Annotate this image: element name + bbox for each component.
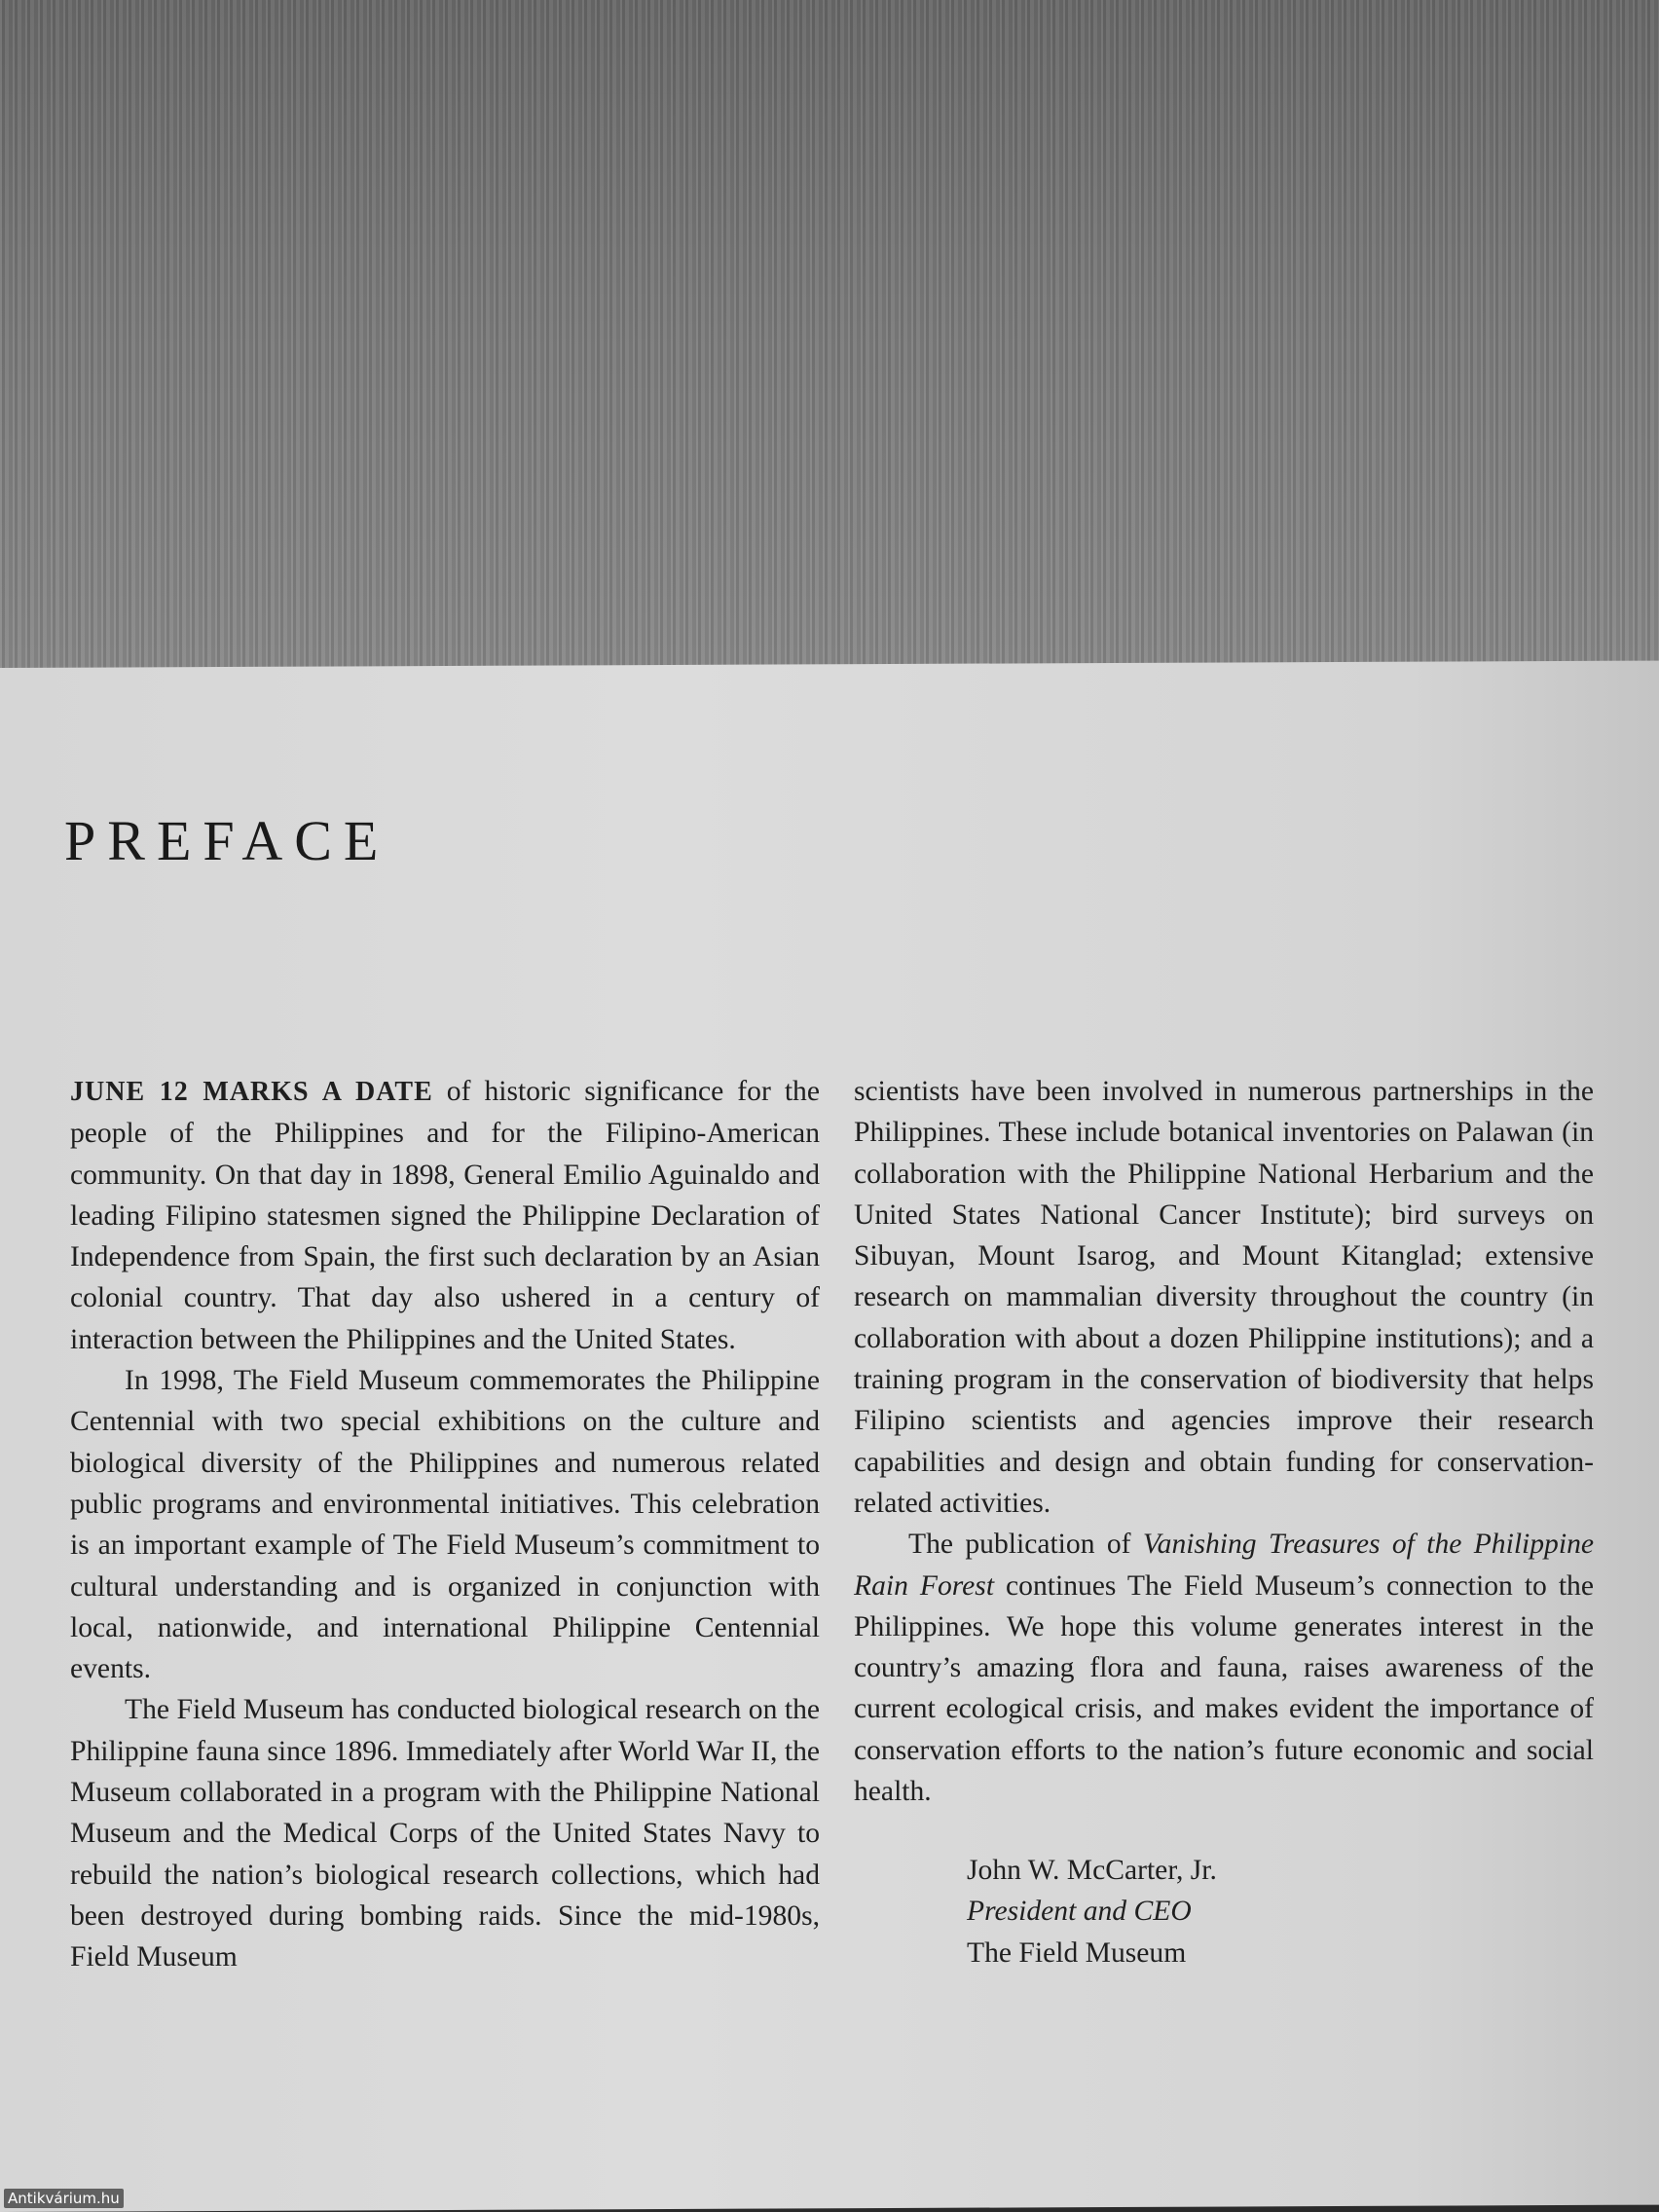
paragraph-5-text: continues The Field Museum’s connection to the Philippines. We hope this volume generates interest in the country’s amazing flora and fauna, raises awareness of the current ecological crisis, and makes evident the importance of conservation efforts to the nation’s future economic and social health.	[854, 1569, 1594, 1808]
page-title: PREFACE	[64, 809, 390, 872]
signature-block	[967, 1850, 1217, 1973]
signatory-name: John W. McCarter, Jr.	[967, 1855, 1217, 1886]
paragraph-5	[854, 1524, 1594, 1812]
lead-in: JUNE 12 MARKS A DATE	[70, 1077, 433, 1107]
paragraph-3: The Field Museum has conducted biological research on the Philippine fauna since 1896. Immediately after World War II, the Museum collaborated in a program with the Philippine National Museum and the Medical Corps of the United States Navy to rebuild the nation’s biological research collections, which had been destroyed during bombing raids. Since the mid-1980s, Field Museum	[70, 1694, 820, 1973]
signatory-role: President and CEO	[967, 1896, 1192, 1928]
signatory-organization: The Field Museum	[967, 1936, 1187, 1969]
paragraph-2: In 1998, The Field Museum commemorates the Philippine Centennial with two special exhibitions on the culture and biological diversity of the Philippines and numerous related public programs and environmental initiatives. This celebration is an important example of The Field Museum’s commitment to cultural understanding and is organized in conjunction with local, nationwide, and international Philippine Centennial events.	[70, 1365, 820, 1685]
paragraph-1-text: of historic significance for the people of the Philippines and for the Filipino-American community. On that day in 1898, General Emilio Aguinaldo and leading Filipino statesmen signed the Philippine Declaration of Independence from Spain, the first such declaration by an Asian colonial country. That day also ushered in a century of interaction between the Philippines and the United States.	[70, 1076, 820, 1355]
paragraph-5-start: The publication of	[908, 1529, 1143, 1561]
paragraph-1	[70, 1071, 820, 1360]
background-texture	[0, 0, 1659, 682]
watermark-label: Antikvárium.hu	[4, 2189, 124, 2208]
left-column	[70, 1071, 820, 1978]
paragraph-4: scientists have been involved in numerous partnerships in the Philippines. These include botanical inventories on Palawan (in collaboration with the Philippine National Herbarium and the United States National Cancer Institute); bird surveys on Sibuyan, Mount Isarog, and Mount Kitanglad; extensive research on mammalian diversity throughout the country (in collaboration with about a dozen Philippine institutions); and a training program in the conservation of biodiversity that helps Filipino scientists and agencies improve their research capabilities and design and obtain funding for conservation-related activities.	[854, 1076, 1594, 1519]
right-column	[854, 1071, 1594, 1812]
book-title: Vanishing Treasures of the Philippine Rain Forest	[854, 1529, 1595, 1602]
